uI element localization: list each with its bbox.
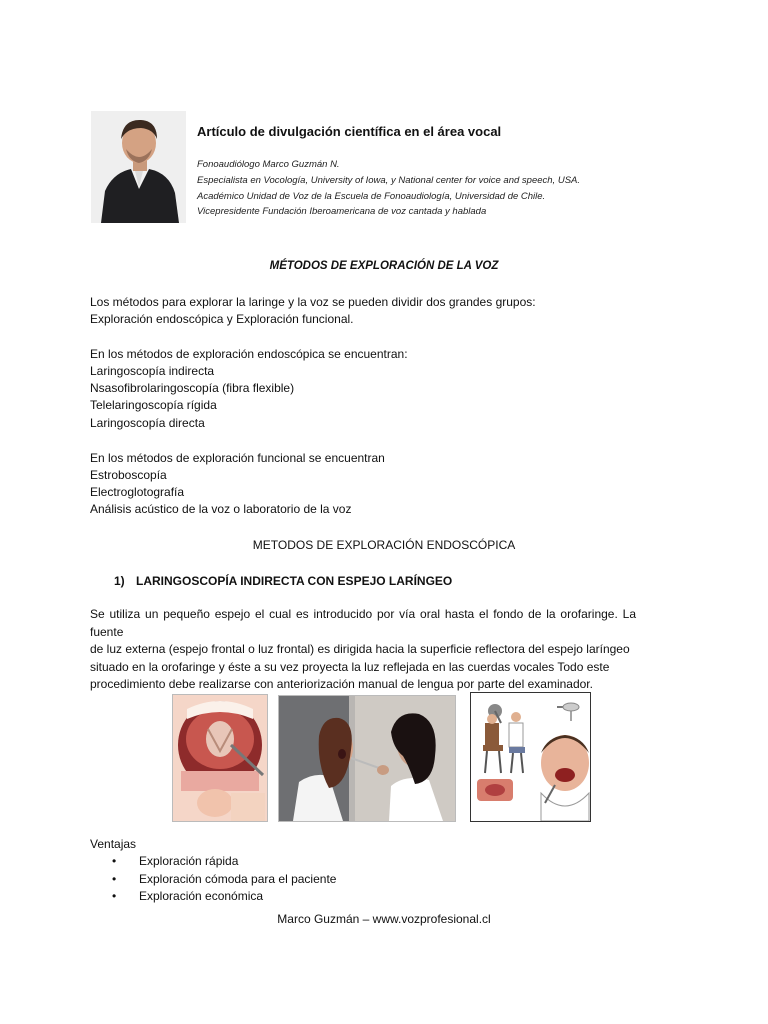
advantage-text: Exploración económica — [139, 889, 264, 903]
advantage-text: Exploración cómoda para el paciente — [139, 872, 337, 886]
page-footer: Marco Guzmán – www.vozprofesional.cl — [277, 912, 491, 926]
author-photo — [91, 111, 186, 223]
bullet-icon: • — [112, 854, 117, 868]
advantage-text: Exploración rápida — [139, 854, 239, 868]
list-item: Laringoscopía indirecta — [90, 364, 215, 378]
intro-line: Exploración endoscópica y Exploración funcional. — [90, 312, 354, 326]
paragraph-line: procedimiento debe realizarse con anteriorización manual de lengua por parte del examinador. — [90, 677, 593, 692]
figure-mouth-mirror-illustration — [172, 694, 268, 822]
author-credential: Especialista en Vocología, University of Iowa, y National center for voice and speech, USA. — [197, 175, 581, 186]
ventajas-heading: Ventajas — [90, 837, 137, 851]
figure-clinical-examination-photo — [278, 695, 456, 822]
functional-heading: En los métodos de exploración funcional se encuentran — [90, 451, 385, 465]
section-title: METODOS DE EXPLORACIÓN ENDOSCÓPICA — [252, 538, 516, 552]
list-item: Estroboscopía — [90, 468, 167, 482]
author-name: Fonoaudiólogo Marco Guzmán N. — [197, 159, 340, 170]
bullet-icon: • — [112, 872, 117, 886]
subsection-number: 1) — [114, 574, 125, 588]
list-item: Laringoscopía directa — [90, 416, 205, 430]
list-item: Nsasofibrolaringoscopía (fibra flexible) — [90, 381, 295, 395]
author-credential: Vicepresidente Fundación Iberoamericana de voz cantada y hablada — [197, 206, 487, 217]
figure-laryngoscopy-diagram — [470, 692, 591, 822]
list-item: Electroglotografía — [90, 485, 185, 499]
subsection-heading — [114, 574, 452, 588]
description-paragraph — [90, 606, 636, 694]
bullet-icon: • — [112, 889, 117, 903]
subsection-title: LARINGOSCOPÍA INDIRECTA CON ESPEJO LARÍNGEO — [136, 574, 453, 588]
author-credential: Académico Unidad de Voz de la Escuela de Fonoaudiología, Universidad de Chile. — [197, 191, 546, 202]
list-item: Análisis acústico de la voz o laboratorio de la voz — [90, 502, 352, 516]
list-item — [112, 872, 336, 886]
article-header-title: Artículo de divulgación científica en el área vocal — [197, 124, 502, 139]
list-item — [112, 854, 238, 868]
intro-line: Los métodos para explorar la laringe y la voz se pueden dividir dos grandes grupos: — [90, 295, 536, 309]
list-item — [112, 889, 263, 903]
paragraph-line: situado en la orofaringe y éste a su vez proyecta la luz reflejada en las cuerdas vocales Todo este — [90, 659, 610, 674]
endoscopic-heading: En los métodos de exploración endoscópica se encuentran: — [90, 347, 408, 361]
paragraph-line: de luz externa (espejo frontal o luz frontal) es dirigida hacia la superficie reflectora del espejo laríngeo — [90, 642, 630, 657]
main-title: MÉTODOS DE EXPLORACIÓN DE LA VOZ — [269, 260, 499, 272]
list-item: Telelaringoscopía rígida — [90, 398, 217, 412]
paragraph-line: Se utiliza un pequeño espejo el cual es introducido por vía oral hasta el fondo de la orofaringe. La fuente — [90, 607, 636, 639]
